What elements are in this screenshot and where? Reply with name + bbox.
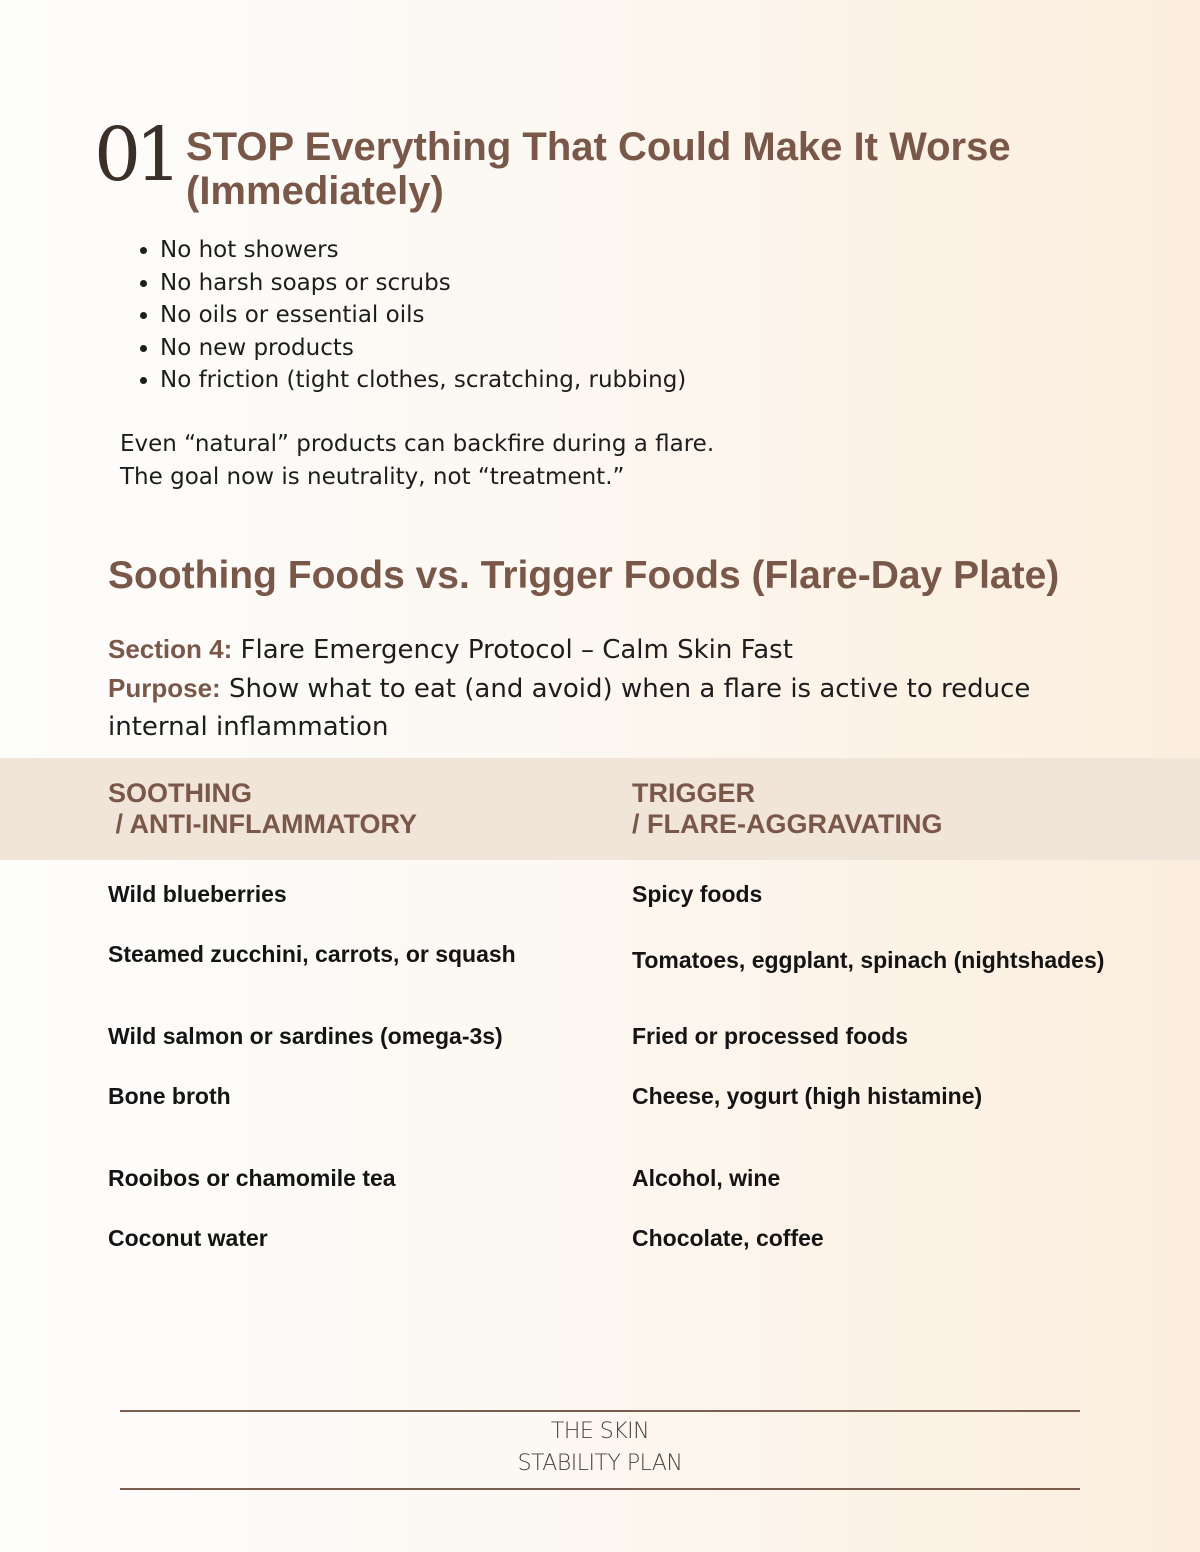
purpose-value: Show what to eat (and avoid) when a flare is active to reduce internal inflammation xyxy=(108,674,1031,742)
soothing-cell: Rooibos or chamomile tea xyxy=(108,1165,396,1191)
list-item: • No new products xyxy=(160,332,686,365)
soothing-cell: Wild salmon or sardines (omega-3s) xyxy=(108,1023,503,1049)
soothing-cell: Coconut water xyxy=(108,1225,268,1251)
purpose-label: Purpose: xyxy=(108,673,221,703)
column-header-trigger: TRIGGER / FLARE-AGGRAVATING xyxy=(632,778,943,839)
brand-line: STABILITY PLAN xyxy=(517,1451,683,1476)
trigger-cell: Fried or processed foods xyxy=(632,1023,909,1049)
footer-top-rule xyxy=(120,1410,1080,1412)
purpose-row xyxy=(108,669,1068,746)
note-line: Even “natural” products can backfire during a flare. xyxy=(120,431,715,457)
section-label: Section 4: xyxy=(108,634,233,664)
trigger-cell: Alcohol, wine xyxy=(632,1165,781,1191)
trigger-cell: Spicy foods xyxy=(632,881,763,907)
trigger-cell: Cheese, yogurt (high histamine) xyxy=(632,1083,983,1109)
soothing-cell: Wild blueberries xyxy=(108,881,287,907)
list-item: • No harsh soaps or scrubs xyxy=(160,267,686,300)
step-number: 01 xyxy=(94,112,177,198)
footer-bottom-rule xyxy=(120,1488,1080,1490)
trigger-cell: Chocolate, coffee xyxy=(632,1225,824,1251)
list-item: • No hot showers xyxy=(160,234,686,267)
section-meta xyxy=(108,630,1068,746)
brand-line: THE SKIN xyxy=(550,1419,650,1444)
section-title: Soothing Foods vs. Trigger Foods (Flare-Day Plate) xyxy=(108,554,1060,597)
list-item: • No friction (tight clothes, scratching, rubbing) xyxy=(160,364,686,397)
footer-brand xyxy=(400,1416,800,1480)
soothing-cell: Bone broth xyxy=(108,1083,231,1109)
step-title: STOP Everything That Could Make It Worse (Immediately) xyxy=(186,125,1011,213)
table-header xyxy=(0,758,1200,860)
section-value: Flare Emergency Protocol – Calm Skin Fast xyxy=(232,635,793,665)
section-row xyxy=(108,630,1068,669)
soothing-cell: Steamed zucchini, carrots, or squash xyxy=(108,941,516,967)
note-line: The goal now is neutrality, not “treatment.” xyxy=(120,464,625,490)
trigger-cell: Tomatoes, eggplant, spinach (nightshades) xyxy=(632,947,1105,973)
precaution-list xyxy=(120,234,686,397)
list-item: • No oils or essential oils xyxy=(160,299,686,332)
note-paragraph xyxy=(120,428,714,494)
column-header-soothing: SOOTHING / ANTI-INFLAMMATORY xyxy=(108,778,417,839)
